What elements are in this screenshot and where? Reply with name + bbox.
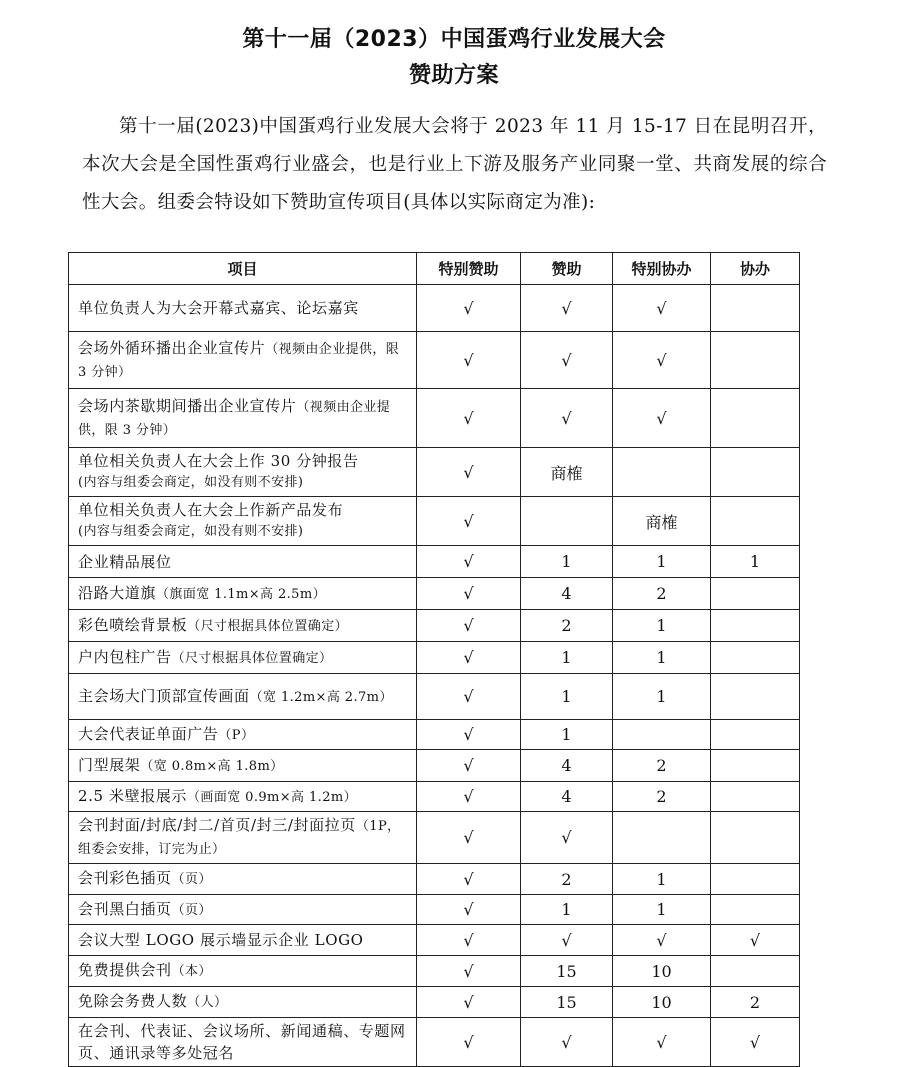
- item-label: 沿路大道旗: [78, 583, 157, 602]
- document-subtitle: 赞助方案: [408, 63, 499, 88]
- column-header: 赞助: [521, 253, 613, 285]
- value-cell: [711, 895, 800, 925]
- item-cell: [69, 1018, 417, 1067]
- item-cell: [69, 389, 417, 448]
- value-cell: [711, 448, 800, 497]
- value-cell: √: [417, 546, 521, 578]
- value-cell: 商榷: [613, 497, 711, 546]
- item-label: 会议大型 LOGO 展示墙显示企业 LOGO: [78, 931, 364, 949]
- value-cell: √: [521, 812, 613, 864]
- value-cell: √: [417, 925, 521, 956]
- value-cell: [613, 448, 711, 497]
- value-cell: √: [417, 812, 521, 864]
- value-cell: [711, 285, 800, 332]
- item-label: 免除会务费人数: [78, 992, 188, 1010]
- value-cell: [711, 642, 800, 674]
- value-cell: √: [417, 987, 521, 1018]
- value-cell: √: [417, 750, 521, 782]
- sponsorship-table: [68, 252, 800, 1067]
- item-label: 在会刊、代表证、会议场所、新闻通稿、专题网页、通讯录等多处冠名: [78, 1022, 406, 1062]
- item-cell: [69, 864, 417, 895]
- item-label: 企业精品展位: [78, 552, 172, 571]
- table-row: [69, 285, 800, 332]
- item-label: 会刊封面/封底/封二/首页/封三/封面拉页: [78, 816, 356, 834]
- item-label: 单位负责人为大会开幕式嘉宾、论坛嘉宾: [78, 299, 359, 317]
- item-cell: [69, 578, 417, 610]
- value-cell: 1: [711, 546, 800, 578]
- value-cell: [711, 750, 800, 782]
- table-row: [69, 750, 800, 782]
- value-cell: 1: [613, 864, 711, 895]
- value-cell: 2: [613, 782, 711, 812]
- table-row: [69, 389, 800, 448]
- item-cell: [69, 750, 417, 782]
- table-row: [69, 1018, 800, 1067]
- item-cell: [69, 720, 417, 750]
- value-cell: √: [417, 285, 521, 332]
- column-header: 项目: [69, 253, 417, 285]
- item-note: （P）: [218, 727, 255, 743]
- value-cell: 10: [613, 987, 711, 1018]
- value-cell: 2: [613, 750, 711, 782]
- item-cell: [69, 987, 417, 1018]
- value-cell: 2: [521, 610, 613, 642]
- value-cell: [711, 812, 800, 864]
- table-row: [69, 812, 800, 864]
- value-cell: 15: [521, 987, 613, 1018]
- item-note: (内容与组委会商定，如没有则不安排): [78, 475, 304, 490]
- value-cell: 商榷: [521, 448, 613, 497]
- item-note: （旗面宽 1.1m×高 2.5m）: [156, 586, 326, 602]
- item-cell: [69, 925, 417, 956]
- value-cell: √: [417, 448, 521, 497]
- value-cell: √: [417, 578, 521, 610]
- value-cell: √: [613, 389, 711, 448]
- table-row: [69, 864, 800, 895]
- item-label: 门型展架: [78, 755, 141, 774]
- value-cell: √: [521, 925, 613, 956]
- value-cell: 1: [521, 895, 613, 925]
- item-label: 会刊黑白插页: [78, 899, 172, 918]
- item-label: 会刊彩色插页: [78, 869, 172, 887]
- value-cell: √: [417, 895, 521, 925]
- table-row: [69, 610, 800, 642]
- table-row: [69, 956, 800, 987]
- value-cell: 2: [521, 864, 613, 895]
- value-cell: [711, 497, 800, 546]
- value-cell: √: [521, 332, 613, 389]
- item-note: （人）: [187, 995, 228, 1010]
- item-label: 会场外循环播出企业宣传片: [78, 338, 266, 357]
- item-label: 单位相关负责人在大会上作新产品发布: [78, 501, 344, 519]
- value-cell: 1: [613, 895, 711, 925]
- item-note: （宽 0.8m×高 1.8m）: [140, 758, 284, 774]
- item-note: (内容与组委会商定，如没有则不安排): [78, 524, 304, 539]
- table-row: [69, 987, 800, 1018]
- value-cell: 2: [613, 578, 711, 610]
- item-note: （尺寸根据具体位置确定）: [171, 650, 333, 666]
- item-note: （页）: [171, 902, 212, 918]
- value-cell: √: [613, 332, 711, 389]
- item-note: （页）: [171, 872, 212, 887]
- item-label: 户内包柱广告: [78, 647, 172, 666]
- item-cell: [69, 895, 417, 925]
- table-row: [69, 332, 800, 389]
- value-cell: 1: [521, 546, 613, 578]
- table-row: [69, 925, 800, 956]
- value-cell: √: [613, 925, 711, 956]
- value-cell: 4: [521, 750, 613, 782]
- value-cell: [711, 578, 800, 610]
- table-row: [69, 578, 800, 610]
- table-row: [69, 497, 800, 546]
- value-cell: [711, 720, 800, 750]
- column-header: 特别赞助: [417, 253, 521, 285]
- column-header: 协办: [711, 253, 800, 285]
- value-cell: √: [417, 497, 521, 546]
- item-note: （视频由企业提供，限 3 分钟）: [78, 341, 400, 380]
- item-note: （视频由企业提供，限 3 分钟）: [78, 399, 391, 438]
- value-cell: [711, 674, 800, 720]
- item-note: （1P，组委会安排，订完为止）: [78, 819, 401, 857]
- value-cell: √: [521, 389, 613, 448]
- value-cell: [613, 720, 711, 750]
- item-cell: [69, 448, 417, 497]
- value-cell: 4: [521, 782, 613, 812]
- value-cell: √: [417, 956, 521, 987]
- table-row: [69, 720, 800, 750]
- value-cell: √: [613, 1018, 711, 1067]
- value-cell: 1: [521, 720, 613, 750]
- item-cell: [69, 812, 417, 864]
- table-row: [69, 674, 800, 720]
- table-row: [69, 782, 800, 812]
- document-title: 第十一届（2023）中国蛋鸡行业发展大会: [242, 27, 666, 52]
- item-label: 大会代表证单面广告: [78, 724, 219, 743]
- value-cell: √: [417, 389, 521, 448]
- item-label: 免费提供会刊: [78, 961, 172, 979]
- item-cell: [69, 610, 417, 642]
- value-cell: 4: [521, 578, 613, 610]
- value-cell: √: [417, 610, 521, 642]
- value-cell: 10: [613, 956, 711, 987]
- value-cell: √: [417, 864, 521, 895]
- value-cell: 1: [613, 610, 711, 642]
- table-row: [69, 895, 800, 925]
- item-note: （本）: [171, 964, 212, 979]
- item-note: （宽 1.2m×高 2.7m）: [249, 689, 393, 705]
- table-header-row: [69, 253, 800, 285]
- value-cell: 1: [521, 674, 613, 720]
- item-note: （尺寸根据具体位置确定）: [187, 618, 349, 634]
- value-cell: 1: [613, 642, 711, 674]
- table-row: [69, 448, 800, 497]
- value-cell: [521, 497, 613, 546]
- item-label: 2.5 米壁报展示: [78, 786, 188, 805]
- item-cell: [69, 332, 417, 389]
- value-cell: 2: [711, 987, 800, 1018]
- value-cell: √: [417, 720, 521, 750]
- item-note: （画面宽 0.9m×高 1.2m）: [187, 789, 357, 805]
- value-cell: [711, 389, 800, 448]
- value-cell: √: [521, 285, 613, 332]
- value-cell: [711, 332, 800, 389]
- intro-text: 第十一届(2023)中国蛋鸡行业发展大会将于 2023 年 11 月 15-17 日在昆明召开，本次大会是全国性蛋鸡行业盛会，也是行业上下游及服务产业同聚一堂、共商发展的综合性大会。组委会特设如下赞助宣传项目(具体以实际商定为准):: [82, 116, 827, 213]
- table-row: [69, 546, 800, 578]
- value-cell: √: [417, 1018, 521, 1067]
- value-cell: √: [521, 1018, 613, 1067]
- value-cell: [711, 956, 800, 987]
- value-cell: √: [417, 642, 521, 674]
- value-cell: [711, 610, 800, 642]
- value-cell: √: [613, 285, 711, 332]
- value-cell: [711, 864, 800, 895]
- intro-paragraph: [82, 108, 827, 222]
- item-cell: [69, 674, 417, 720]
- value-cell: 1: [613, 674, 711, 720]
- item-cell: [69, 285, 417, 332]
- value-cell: √: [417, 782, 521, 812]
- item-label: 彩色喷绘背景板: [78, 615, 188, 634]
- value-cell: √: [711, 1018, 800, 1067]
- table-row: [69, 642, 800, 674]
- item-cell: [69, 782, 417, 812]
- value-cell: 1: [521, 642, 613, 674]
- value-cell: 15: [521, 956, 613, 987]
- value-cell: √: [417, 332, 521, 389]
- item-cell: [69, 546, 417, 578]
- value-cell: √: [711, 925, 800, 956]
- value-cell: [711, 782, 800, 812]
- value-cell: 1: [613, 546, 711, 578]
- table-body: [69, 285, 800, 1067]
- item-label: 单位相关负责人在大会上作 30 分钟报告: [78, 452, 359, 470]
- item-label: 会场内茶歇期间播出企业宣传片: [78, 396, 297, 415]
- item-cell: [69, 642, 417, 674]
- item-cell: [69, 497, 417, 546]
- item-label: 主会场大门顶部宣传画面: [78, 686, 250, 705]
- column-header: 特别协办: [613, 253, 711, 285]
- item-cell: [69, 956, 417, 987]
- value-cell: √: [417, 674, 521, 720]
- value-cell: [613, 812, 711, 864]
